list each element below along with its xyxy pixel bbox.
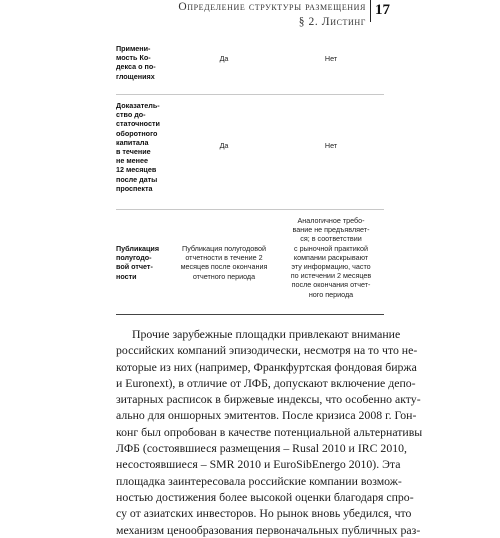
row-value-col3: Нет	[324, 54, 338, 63]
row-value-col2: Да	[219, 141, 229, 150]
text-line: Прочие зарубежные площадки привлекают внимание	[132, 327, 401, 341]
running-title-chapter: Определение структуры размещения	[178, 1, 366, 13]
row-criterion: Примени- мость Ко- декса о по- глощениях	[116, 44, 156, 81]
table-row	[116, 209, 384, 315]
running-title	[178, 0, 366, 30]
text-line: и Euronext), в отличие от ЛФБ, допускают включение депо-	[116, 375, 416, 390]
row-criterion: Публикация полугодо- вой отчет- ности	[116, 244, 160, 281]
row-value-col2: Да	[219, 54, 229, 63]
header-divider	[370, 0, 371, 22]
table-row	[116, 94, 384, 209]
text-line: ально для оншорных эмитентов. После кризиса 2008 г. Гон-	[116, 408, 417, 423]
text-line: которые из них (например, Франкфуртская фондовая биржа	[116, 359, 417, 374]
row-value-col3: Нет	[324, 141, 338, 150]
row-criterion: Доказатель- ство до- статочности оборотного капитала в течение не менее 12 месяцев после даты проспекта	[116, 101, 160, 193]
text-line: несостоявшиеся – SMR 2010 и EuroSibEnergo 2010). Эта	[116, 457, 401, 472]
text-line: ностью достижения более высокой оценки благодаря спро-	[116, 489, 414, 504]
row-value-col3: Аналогичное требо- вание не предъявляет- ся; в соответствии с рыночной практикой компании раскрывают эту информацию, часто по истечении 2 месяцев после окончания отчет- ного периода	[290, 216, 372, 299]
comparison-table	[116, 30, 384, 315]
text-line: российских компаний эпизодически, несмотря на то что не-	[116, 343, 418, 358]
running-title-section: § 2. Листинг	[298, 16, 366, 28]
text-line: механизм ценообразования первоначальных публичных раз-	[116, 522, 421, 537]
text-line: зитарных расписок в биржевые индексы, что особенно акту-	[116, 392, 421, 407]
table-row	[116, 30, 384, 94]
page-number: 17	[375, 2, 390, 18]
text-line: су от азиатских инвесторов. Но рынок вновь убедился, что	[116, 506, 412, 521]
text-line: площадка заинтересовала российские компании возмож-	[116, 473, 402, 488]
row-value-col2: Публикация полугодовой отчетности в течение 2 месяцев после окончания отчетного периода	[180, 244, 268, 281]
body-paragraph	[116, 326, 423, 538]
text-line: ЛФБ (состоявшиеся размещения – Rusal 2010 и IRC 2010,	[116, 441, 407, 456]
text-line: конг был опробован в качестве потенциальной альтернативы	[116, 424, 423, 439]
